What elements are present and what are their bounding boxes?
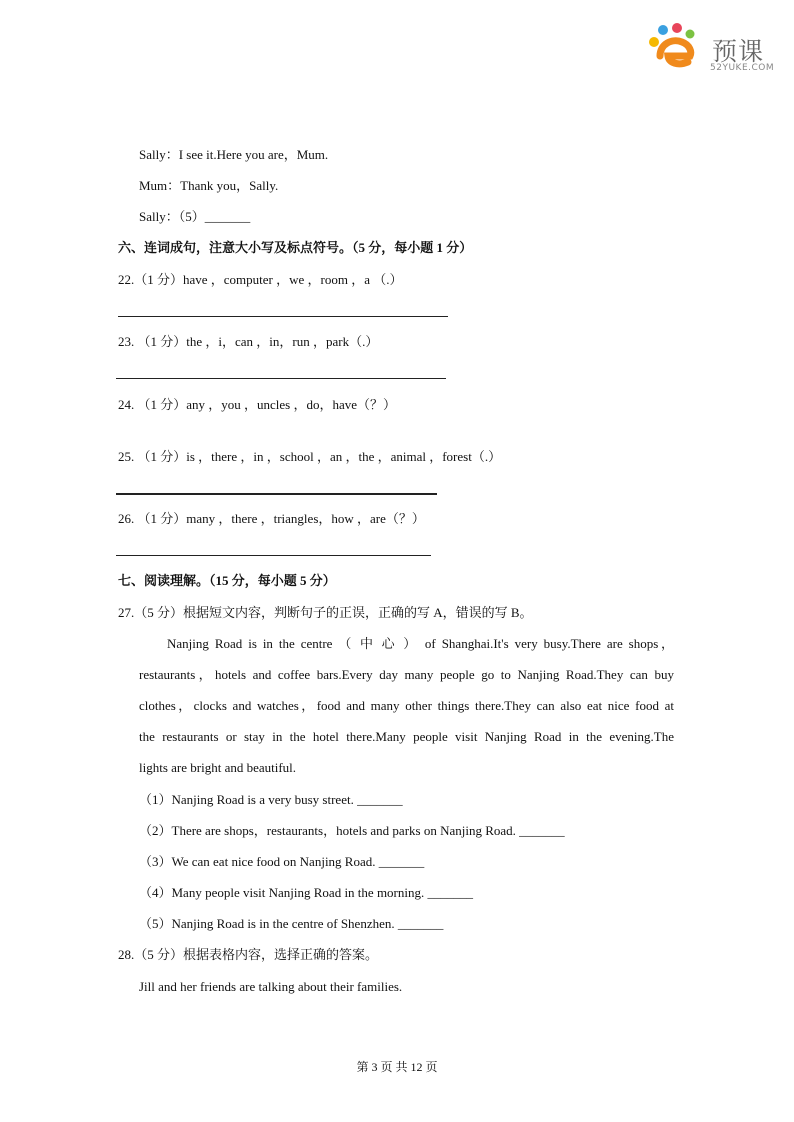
question-prompt: 28.（5 分）根据表格内容，选择正确的答案。 (118, 947, 379, 962)
question-item: 26. （1 分）many ，there ，triangles，how ，are（？） (118, 511, 425, 526)
passage-line: lights are bright and beautiful. (139, 760, 297, 775)
statement-item: （3）We can eat nice food on Nanjing Road. _______ (139, 854, 425, 869)
passage-line: Nanjing Road is in the centre （ 中 心 ） of Shanghai.It's very busy.There are shops， (167, 636, 674, 651)
logo-subtext: 52YUKE.COM (710, 63, 775, 73)
question-item: 23. （1 分）the ，i，can ，in，run ，park（.） (118, 334, 379, 349)
dialogue-line: Sally：（5）_______ (139, 209, 251, 224)
question-item: 22.（1 分）have ，computer ，we ，room ，a （.） (118, 272, 403, 287)
statement-item: （4）Many people visit Nanjing Road in the morning. _______ (139, 885, 473, 900)
letter-e-logo-icon (646, 22, 710, 76)
answer-line (116, 493, 437, 495)
passage-line: the restaurants or stay in the hotel there.Many people visit Nanjing Road in the evening.The (139, 729, 674, 744)
passage-line: restaurants，hotels and coffee bars.Every day many people go to Nanjing Road.They can buy (139, 667, 674, 682)
answer-line (116, 555, 431, 556)
answer-line (118, 316, 448, 317)
page-number: 第 3 页 共 12 页 (356, 1060, 438, 1074)
dialogue-line: Sally：I see it.Here you are，Mum. (139, 147, 329, 162)
passage-line: clothes，clocks and watches，food and many other things there.They can also eat nice food at (139, 698, 674, 713)
section-heading: 六、连词成句，注意大小写及标点符号。（5 分，每小题 1 分） (118, 240, 473, 255)
statement-item: （1）Nanjing Road is a very busy street. _______ (139, 792, 403, 807)
question-item: 25. （1 分）is ，there ，in ，school ，an ，the ，animal ，forest（.） (118, 449, 502, 464)
section-heading: 七、阅读理解。（15 分，每小题 5 分） (118, 573, 336, 588)
question-intro: Jill and her friends are talking about their families. (139, 979, 403, 994)
statement-item: （5）Nanjing Road is in the centre of Shenzhen. _______ (139, 916, 444, 931)
dialogue-line: Mum：Thank you，Sally. (139, 178, 279, 193)
logo-text: 预课 (712, 37, 765, 66)
question-prompt: 27.（5 分）根据短文内容，判断句子的正误，正确的写 A，错误的写 B。 (118, 605, 533, 620)
answer-line (116, 378, 446, 379)
statement-item: （2）There are shops，restaurants，hotels and parks on Nanjing Road. _______ (139, 823, 565, 838)
question-item: 24. （1 分）any ，you ，uncles ，do，have（？） (118, 397, 397, 412)
